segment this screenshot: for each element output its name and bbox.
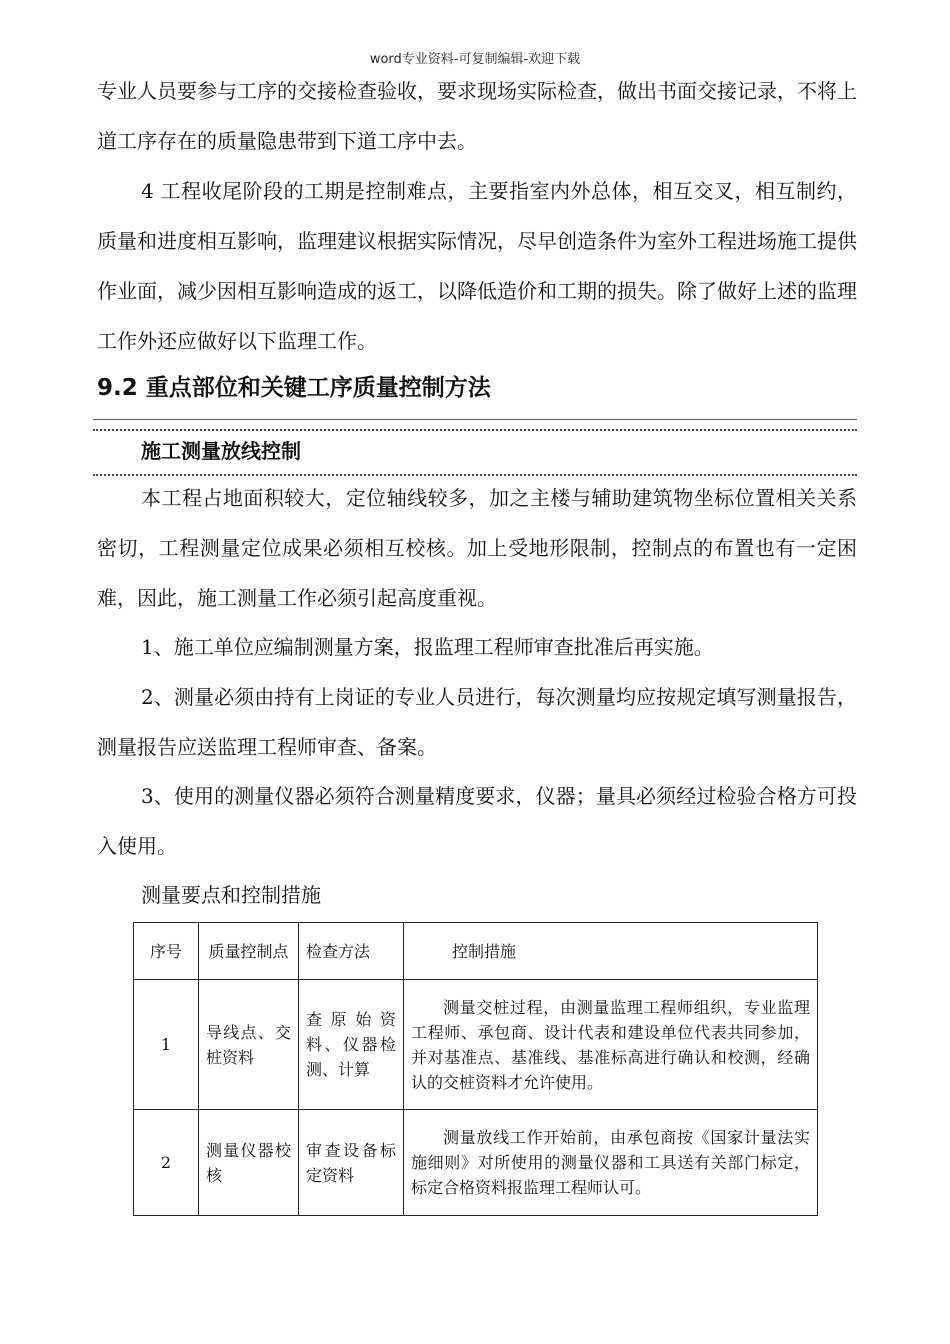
table-row: [134, 1110, 818, 1216]
header-seq: 序号: [134, 923, 199, 980]
table-caption: 测量要点和控制措施: [141, 883, 321, 907]
paragraph-item-3: 3、使用的测量仪器必须符合测量精度要求，仪器；量具必须经过检验合格方可投入使用。: [97, 784, 857, 858]
cell-measure: 测量交桩过程，由测量监理工程师组织，专业监理工程师、承包商、设计代表和建设单位代表共同参加，并对基准点、基准线、基准标高进行确认和校测，经确认的交桩资料才允许使用。: [404, 980, 818, 1110]
cell-seq: 2: [134, 1110, 199, 1216]
cell-method: 查原始资料、仪器检测、计算: [299, 980, 404, 1110]
table-header-row: [134, 923, 818, 980]
paragraph-project-overview: 本工程占地面积较大，定位轴线较多，加之主楼与辅助建筑物坐标位置相关关系密切，工程测量定位成果必须相互校核。加上受地形限制，控制点的布置也有一定困难，因此，施工测量工作必须引起高度重视。: [97, 486, 857, 610]
cell-point: 导线点、交桩资料: [199, 980, 299, 1110]
control-measures-table: [133, 922, 818, 1216]
cell-point: 测量仪器校核: [199, 1110, 299, 1216]
section-heading: 9.2 重点部位和关键工序质量控制方法: [97, 375, 491, 401]
cell-measure: 测量放线工作开始前，由承包商按《国家计量法实施细则》对所使用的测量仪器和工具送有关部门标定，标定合格资料报监理工程师认可。: [404, 1110, 818, 1216]
paragraph-item-2: 2、测量必须由持有上岗证的专业人员进行，每次测量均应按规定填写测量报告，测量报告应送监理工程师审查、备案。: [97, 685, 857, 759]
heading-rule: [93, 419, 857, 420]
cell-seq: 1: [134, 980, 199, 1110]
table-row: [134, 980, 818, 1110]
header-method: 检查方法: [299, 923, 404, 980]
subheading: 施工测量放线控制: [141, 439, 301, 463]
header-point: 质量控制点: [199, 923, 299, 980]
cell-method: 审查设备标定资料: [299, 1110, 404, 1216]
paragraph-item-1: 1、施工单位应编制测量方案，报监理工程师审查批准后再实施。: [141, 635, 714, 659]
paragraph-closing-stage: 4 工程收尾阶段的工期是控制难点，主要指室内外总体，相互交叉，相互制约，质量和进度相互影响，监理建议根据实际情况，尽早创造条件为室外工程进场施工提供作业面，减少因相互影响造成的返工，以降低造价和工期的损失。除了做好上述的监理工作外还应做好以下监理工作。: [97, 179, 857, 353]
page-header: word专业资料-可复制编辑-欢迎下载: [369, 52, 581, 67]
header-measure: 控制措施: [404, 923, 818, 980]
paragraph-handover: 专业人员要参与工序的交接检查验收，要求现场实际检查，做出书面交接记录，不将上道工序存在的质量隐患带到下道工序中去。: [97, 79, 857, 153]
